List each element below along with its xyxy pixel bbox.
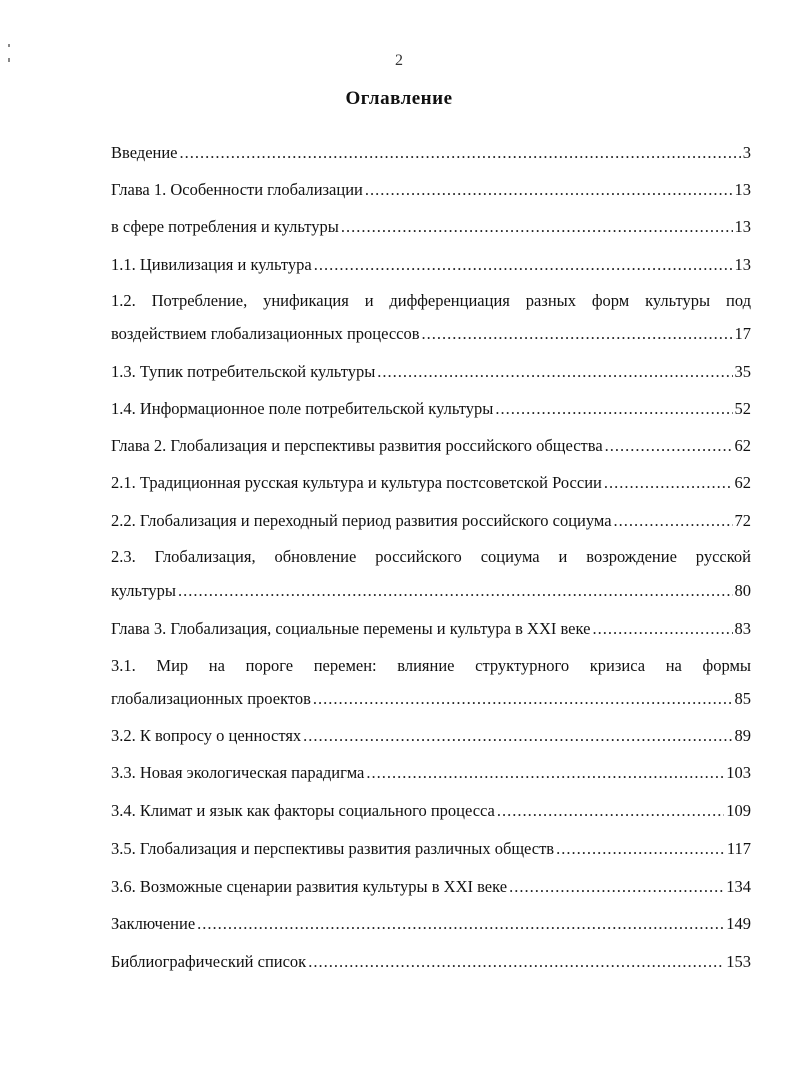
toc-leader-dots [314, 254, 733, 276]
toc-entry [111, 876, 751, 898]
toc-entry-page: 3 [742, 143, 751, 162]
toc-leader-dots [197, 913, 724, 935]
toc-entry-title: Заключение [111, 914, 196, 933]
toc-entry-first-line: 3.1. Мир на пороге перемен: влияние структурного кризиса на формы [111, 656, 751, 675]
page-number: 2 [395, 52, 403, 69]
toc-entry-page: 62 [734, 436, 751, 455]
toc-entry [111, 838, 751, 860]
toc-leader-dots [366, 762, 724, 784]
toc-entry [111, 762, 751, 784]
toc-leader-dots [341, 216, 733, 238]
toc-entry [111, 688, 751, 710]
toc-entry-title: глобализационных проектов [111, 689, 311, 708]
toc-leader-dots [497, 800, 724, 822]
page-title: Оглавление [345, 88, 453, 109]
toc-entry-title: 3.3. Новая экологическая парадигма [111, 763, 365, 782]
toc-entry-page: 80 [734, 581, 751, 600]
toc-leader-dots [509, 876, 724, 898]
toc-entry-title: Глава 3. Глобализация, социальные перемены и культура в XXI веке [111, 619, 591, 638]
toc-entry-title: Глава 1. Особенности глобализации [111, 180, 363, 199]
toc-entry [111, 951, 751, 973]
toc-leader-dots [180, 142, 741, 164]
toc-entry-page: 109 [726, 801, 751, 820]
toc-leader-dots [365, 179, 733, 201]
toc-entry-title: 1.1. Цивилизация и культура [111, 255, 312, 274]
toc-entry-page: 35 [734, 362, 751, 381]
toc-entry [111, 179, 751, 201]
toc-leader-dots [308, 951, 724, 973]
toc-leader-dots [178, 580, 732, 602]
toc-entry-title: Глава 2. Глобализация и перспективы развития российского общества [111, 436, 603, 455]
toc-entry [111, 398, 751, 420]
toc-entry-page: 17 [734, 324, 751, 343]
toc-entry-page: 149 [726, 914, 751, 933]
toc-leader-dots [377, 361, 732, 383]
toc-leader-dots [604, 472, 733, 494]
toc-entry-title: 2.1. Традиционная русская культура и культура постсоветской России [111, 473, 602, 492]
toc-entry-first-line: 1.2. Потребление, унификация и дифференциация разных форм культуры под [111, 291, 751, 310]
toc-entry-page: 134 [726, 877, 751, 896]
toc-entry-first-line: 2.3. Глобализация, обновление российского социума и возрождение русской [111, 547, 751, 566]
toc-entry-page: 13 [734, 217, 751, 236]
toc-entry-page: 13 [734, 180, 751, 199]
toc-entry-title: 3.4. Климат и язык как факторы социального процесса [111, 801, 495, 820]
toc-entry [111, 725, 751, 747]
toc-entry-title: 1.4. Информационное поле потребительской культуры [111, 399, 494, 418]
toc-entry-title: Введение [111, 143, 178, 162]
toc-entry [111, 216, 751, 238]
toc-entry-title: 3.6. Возможные сценарии развития культуры в XXI веке [111, 877, 508, 896]
toc-entry [111, 580, 751, 602]
toc-entry [111, 913, 751, 935]
toc-entry-title: в сфере потребления и культуры [111, 217, 339, 236]
toc-leader-dots [303, 725, 732, 747]
toc-leader-dots [556, 838, 725, 860]
toc-entry [111, 142, 751, 164]
toc-entry-title: Библиографический список [111, 952, 307, 971]
scan-speck [8, 44, 10, 47]
toc-entry [111, 472, 751, 494]
toc-leader-dots [495, 398, 732, 420]
toc-entry [111, 435, 751, 457]
toc-entry-page: 62 [734, 473, 751, 492]
toc-entry-page: 13 [734, 255, 751, 274]
toc-entry [111, 254, 751, 276]
toc-entry-title: культуры [111, 581, 177, 600]
toc-entry-page: 72 [734, 511, 751, 530]
toc-entry [111, 618, 751, 640]
toc-entry-title: воздействием глобализационных процессов [111, 324, 420, 343]
toc-entry-title: 2.2. Глобализация и переходный период развития российского социума [111, 511, 612, 530]
toc-entry-title: 3.2. К вопросу о ценностях [111, 726, 302, 745]
toc-entry [111, 800, 751, 822]
toc-entry-page: 153 [726, 952, 751, 971]
toc-leader-dots [313, 688, 733, 710]
toc-entry-title: 3.5. Глобализация и перспективы развития различных обществ [111, 839, 555, 858]
toc-entry-page: 52 [734, 399, 751, 418]
toc-entry-page: 89 [734, 726, 751, 745]
toc-entry-page: 117 [726, 839, 751, 858]
toc-entry-page: 83 [734, 619, 751, 638]
toc-entry [111, 323, 751, 345]
toc-entry-title: 1.3. Тупик потребительской культуры [111, 362, 376, 381]
toc-leader-dots [592, 618, 732, 640]
toc-entry-page: 103 [726, 763, 751, 782]
toc-entry [111, 510, 751, 532]
toc-entry-page: 85 [734, 689, 751, 708]
toc-entry [111, 361, 751, 383]
toc-leader-dots [605, 435, 733, 457]
toc-leader-dots [614, 510, 733, 532]
toc-leader-dots [422, 323, 733, 345]
